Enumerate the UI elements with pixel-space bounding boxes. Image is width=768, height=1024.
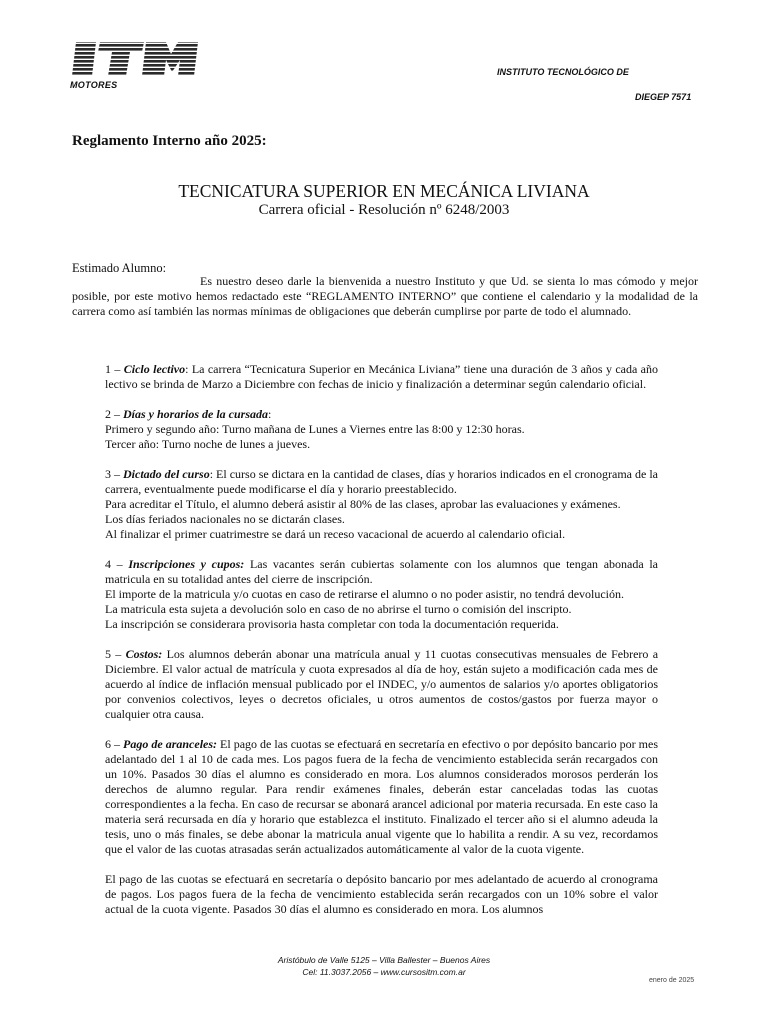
footer-contact: Cel: 11.3037.2056 – www.cursositm.com.ar — [302, 967, 466, 977]
section-text: El pago de las cuotas se efectuará en secretaría en efectivo o por depósito bancario por mes adelantado del 1 al 10 de cada mes. Los pagos fuera de la fecha de vencimiento establecida serán recargados con un 10%. Pasados 30 días el alumno es considerado en mora. Los alumnos considerados morosos perderán los derechos de alumno regular. Para rendir exámenes finales, deberán estar canceladas todas las cuotas correspondientes a la fecha. En caso de recursar se abonará arancel adicional por materia recursada. En este caso la materia será recursada en día y horario que establezca el instituto. Finalizado el tercer año si el alumno adeuda la tesis, uno o más finales, se debe abonar la matricula anual vigente que lo habilita a rendir. A su vez, recordamos que el valor de las cuotas atrasadas serán actualizados automáticamente al valor de la cuota vigente. — [105, 737, 659, 856]
reglamento-title: Reglamento Interno año 2025: — [72, 133, 267, 149]
section-number: 6 – — [105, 737, 124, 751]
footer-date: enero de 2025 — [649, 977, 695, 984]
section-number: 2 – — [105, 407, 123, 421]
section-title: Dictado del curso — [123, 467, 210, 481]
section-number: 3 – — [105, 467, 124, 481]
intro-paragraph: Es nuestro deseo darle la bienvenida a nuestro Instituto y que Ud. se sienta lo mas cómodo y mejor posible, por este motivo hemos redactado este “REGLAMENTO INTERNO” que contiene el calendario y la modalidad de la carrera como así también las normas mínimas de obligaciones que deberán cumplirse por parte de todo el alumnado. — [72, 274, 698, 318]
section-6 — [105, 737, 658, 857]
section-title: Días y horarios de la cursada — [123, 407, 269, 421]
section-text: El pago de las cuotas se efectuará en secretaría o depósito bancario por mes adelantado de acuerdo al cronograma de pagos. Los pagos fuera de la fecha de vencimiento establecida serán recargados con un 10% sobre el valor actual de la cuota vigente. Pasados 30 días el alumno es considerado en mora. Los alumnos — [105, 872, 658, 916]
section-4 — [105, 557, 658, 632]
logo-subtitle: MOTORES — [70, 80, 118, 90]
greeting: Estimado Alumno: — [72, 261, 167, 275]
section-title: Pago de aranceles: — [123, 737, 218, 751]
section-text: Las vacantes serán cubiertas solamente con los alumnos que tengan abonada la matricula en su totalidad antes del cierre de inscripción. — [105, 557, 658, 586]
section-1 — [105, 362, 658, 392]
section-line: Al finalizar el primer cuatrimestre se dará un receso vacacional de acuerdo al calendario oficial. — [105, 527, 566, 541]
section-line: Los días feriados nacionales no se dictarán clases. — [105, 512, 345, 526]
institute-name: INSTITUTO TECNOLÓGICO DE — [497, 67, 629, 77]
section-line: Tercer año: Turno noche de lunes a jueves. — [105, 437, 311, 451]
section-title: Ciclo lectivo — [123, 362, 186, 376]
section-line: Para acreditar el Título, el alumno deberá asistir al 80% de las clases, aprobar las evaluaciones y exámenes. — [105, 497, 621, 511]
section-3 — [105, 467, 658, 542]
section-number: 4 – — [105, 557, 129, 571]
section-text: Los alumnos deberán abonar una matrícula anual y 11 cuotas consecutivas mensuales de Febrero a Diciembre. El valor actual de matrícula y cuota expresados al día de hoy, están sujeto a modificación cada mes de acuerdo al índice de inflación mensual publicado por el INDEC, y/o aumentos de salarios y/o aportes obligatorios por convenios colectivos, leyes o decretos oficiales, u otros aumentos de costos/gastos por fuerza mayor o cualquier otra causa. — [105, 647, 659, 721]
section-number: 5 – — [105, 647, 126, 661]
section-title: Inscripciones y cupos: — [128, 557, 245, 571]
itm-logo — [70, 40, 200, 80]
section-line: Primero y segundo año: Turno mañana de Lunes a Viernes entre las 8:00 y 12:30 horas. — [105, 422, 525, 436]
page-title: TECNICATURA SUPERIOR EN MECÁNICA LIVIANA — [178, 181, 590, 201]
section-2 — [105, 407, 658, 452]
section-text: : La carrera “Tecnicatura Superior en Mecánica Liviana” tiene una duración de 3 años y cada año lectivo se brinda de Marzo a Diciembre con fechas de inicio y finalización a determinar según calendario oficial. — [105, 362, 658, 391]
section-line: El importe de la matricula y/o cuotas en caso de retirarse el alumno o no poder asistir, no tendrá devolución. — [105, 587, 625, 601]
sections-body — [105, 362, 658, 932]
page-subtitle: Carrera oficial - Resolución nº 6248/2003 — [258, 202, 510, 218]
section-line: La inscripción se considerara provisoria hasta completar con toda la documentación requerida. — [105, 617, 559, 631]
section-colon: : — [268, 407, 272, 421]
section-number: 1 – — [105, 362, 124, 376]
section-title: Costos: — [125, 647, 163, 661]
section-7 — [105, 872, 658, 917]
section-text: : El curso se dictara en la cantidad de clases, días y horarios indicados en el cronograma de la carrera, eventualmente puede modificarse el día y horario preestablecido. — [105, 467, 658, 496]
diegep-code: DIEGEP 7571 — [635, 92, 692, 102]
section-line: La matricula esta sujeta a devolución solo en caso de no abrirse el turno o comisión del inscripto. — [105, 602, 572, 616]
footer-address: Aristóbulo de Valle 5125 – Villa Ballester – Buenos Aires — [277, 955, 491, 965]
section-5 — [105, 647, 658, 722]
